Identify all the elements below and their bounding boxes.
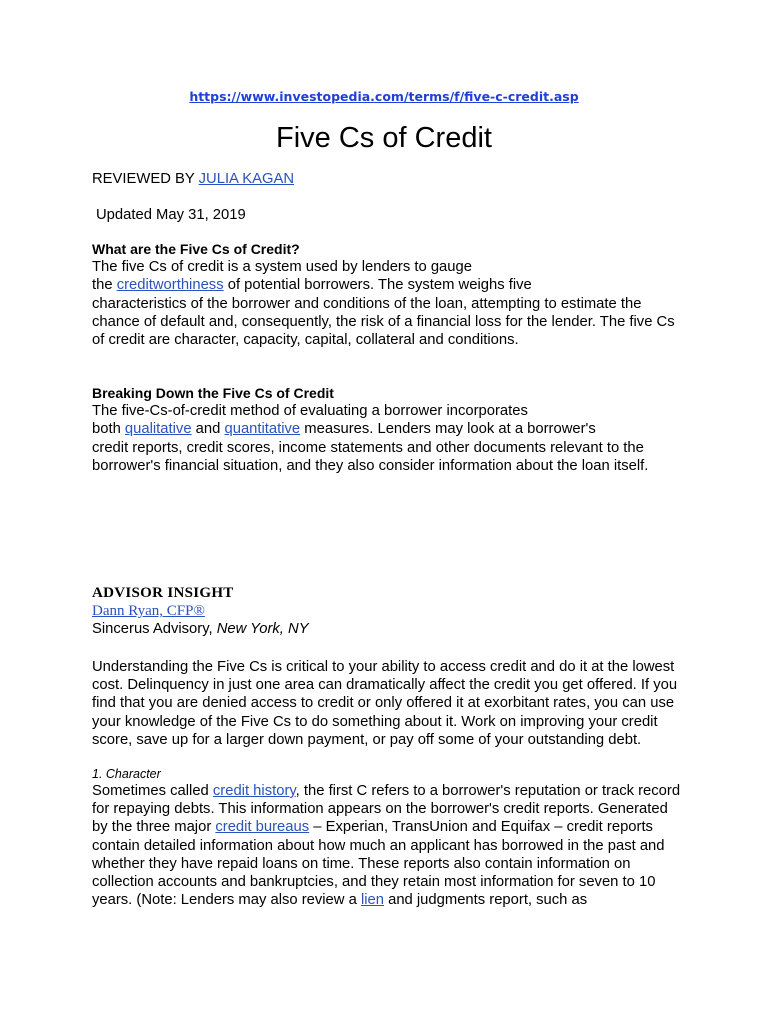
- section-line: the creditworthiness of potential borrowers. The system weighs five: [92, 277, 532, 294]
- section-line: The five Cs of credit is a system used by lenders to gauge: [92, 259, 472, 276]
- reviewed-by-line: [92, 170, 682, 188]
- section-what-are: [92, 240, 682, 349]
- advisor-firm: Sincerus Advisory, New York, NY: [92, 621, 309, 638]
- source-url-link[interactable]: https://www.investopedia.com/terms/f/five-c-credit.asp: [189, 89, 579, 104]
- updated-date: Updated May 31, 2019: [96, 207, 246, 223]
- lien-link[interactable]: lien: [360, 892, 384, 909]
- advisor-heading: ADVISOR INSIGHT: [92, 585, 234, 601]
- reviewer-link[interactable]: JULIA KAGAN: [198, 171, 295, 187]
- qualitative-link[interactable]: qualitative: [124, 421, 192, 438]
- character-heading: 1. Character: [92, 767, 161, 781]
- section-line: both qualitative and quantitative measures. Lenders may look at a borrower's: [92, 421, 596, 438]
- advisor-insight: [92, 584, 682, 639]
- credit-bureaus-link[interactable]: credit bureaus: [215, 819, 310, 836]
- creditworthiness-link[interactable]: creditworthiness: [116, 277, 224, 294]
- section-breaking-down: [92, 384, 682, 475]
- section-heading: What are the Five Cs of Credit?: [92, 241, 300, 257]
- advisor-body: Understanding the Five Cs is critical to your ability to access credit and do it at the lowest cost. Delinquency in just one area can dramatically affect the credit you get offered. If you find that you are denied access to credit or only offered it at exorbitant rates, you can use your knowledge of the Five Cs to do something about it. Work on improving your credit score, save up for a larger down payment, or pay off some of your outstanding debt.: [92, 659, 678, 748]
- advisor-name-link[interactable]: Dann Ryan, CFP®: [92, 603, 205, 620]
- page-title: Five Cs of Credit: [276, 122, 492, 154]
- character-paragraph: Sometimes called credit history, the first C refers to a borrower's reputation or track record for repaying debts. This information appears on the borrower's credit reports. Generated by the three major credit bureaus – Experian, TransUnion and Equifax – credit reports contain detailed information about how much an applicant has borrowed in the past and whether they have repaid loans on time. These reports also contain information on collection accounts and bankruptcies, and they retain most information for seven to 10 years. (Note: Lenders may also review a lien and judgments report, such as: [92, 783, 681, 909]
- section-line: The five-Cs-of-credit method of evaluating a borrower incorporates: [92, 403, 528, 420]
- character-section: [92, 767, 682, 909]
- section-heading: Breaking Down the Five Cs of Credit: [92, 385, 334, 401]
- advisor-location: New York, NY: [216, 621, 309, 638]
- quantitative-link[interactable]: quantitative: [224, 421, 301, 438]
- credit-history-link[interactable]: credit history: [212, 783, 296, 799]
- reviewed-by-label: REVIEWED BY: [92, 171, 199, 187]
- source-url-line: [0, 88, 768, 106]
- section-paragraph: characteristics of the borrower and conditions of the loan, attempting to estimate the chance of default and, consequently, the risk of a financial loss for the lender. The five Cs of credit are character, capacity, capital, collateral and conditions.: [92, 295, 675, 349]
- section-paragraph: credit reports, credit scores, income statements and other documents relevant to the borrower's financial situation, and they also consider information about the loan itself.: [92, 439, 649, 474]
